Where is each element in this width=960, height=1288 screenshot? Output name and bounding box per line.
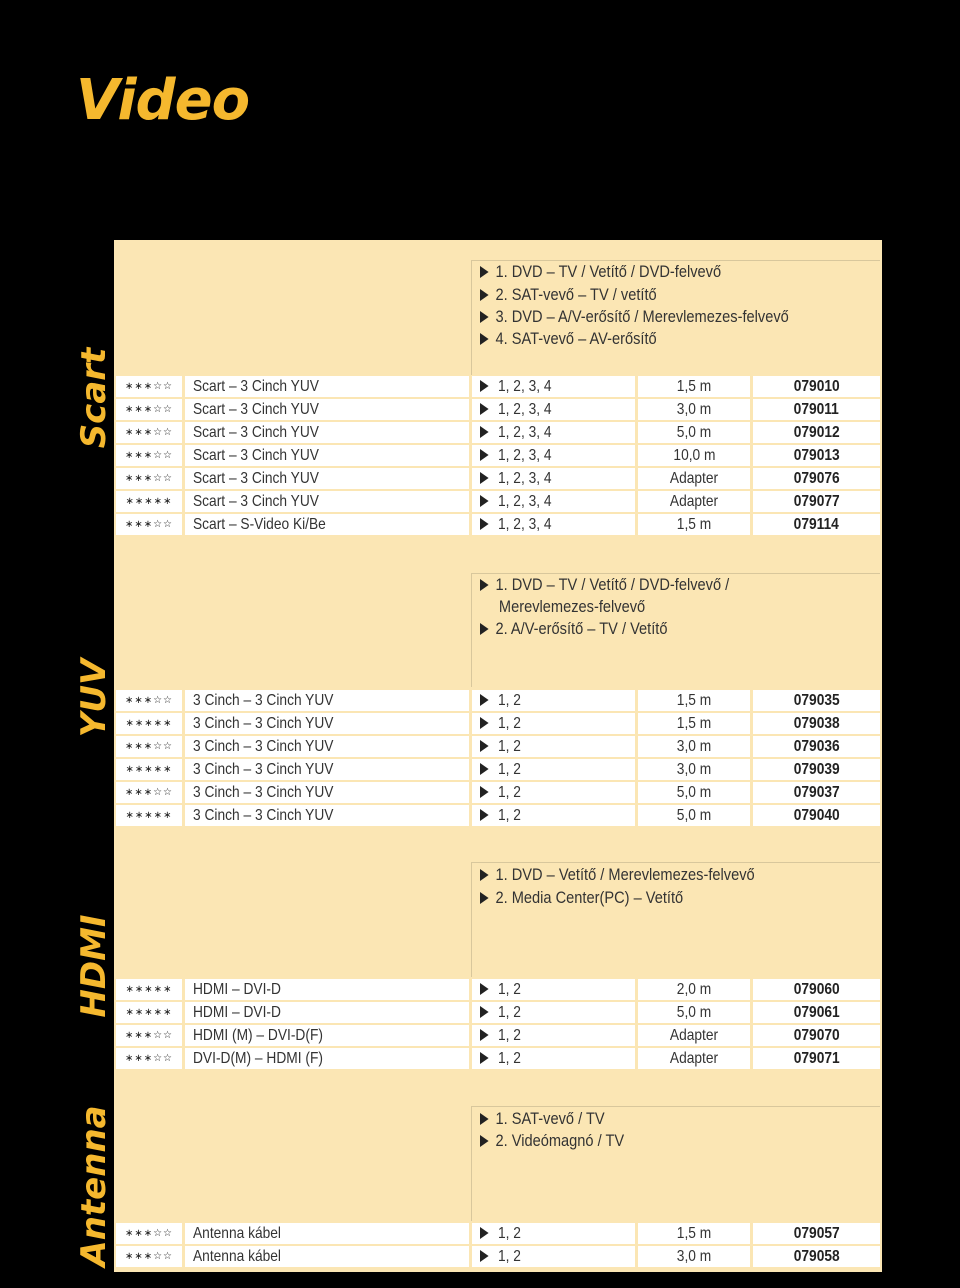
connection-cell xyxy=(472,445,635,466)
length-cell xyxy=(638,514,750,535)
cable-length: 10,0 m xyxy=(672,447,716,464)
product-name-cell xyxy=(185,422,469,443)
product-name: 3 Cinch – 3 Cinch YUV xyxy=(193,738,334,755)
table-row xyxy=(116,690,880,711)
article-number: 079036 xyxy=(793,738,840,755)
table-row xyxy=(116,1223,880,1244)
play-arrow-icon xyxy=(480,1052,489,1064)
product-name: 3 Cinch – 3 Cinch YUV xyxy=(193,692,334,709)
cable-length: 1,5 m xyxy=(676,1225,712,1242)
cable-length: Adapter xyxy=(669,493,719,510)
play-arrow-icon xyxy=(480,983,489,995)
article-number: 079010 xyxy=(793,378,840,395)
product-name: Scart – S-Video Ki/Be xyxy=(193,516,326,533)
usage-description-box xyxy=(471,573,880,687)
length-cell xyxy=(638,713,750,734)
length-cell xyxy=(638,491,750,512)
usage-description-box xyxy=(471,862,880,977)
usage-description-text: 1. DVD – TV / Vetítő / DVD-felvevő xyxy=(495,262,722,281)
connection-cell xyxy=(472,376,635,397)
usage-description-line xyxy=(480,307,789,327)
connection-cell xyxy=(472,1025,635,1046)
connection-cell xyxy=(472,1246,635,1267)
article-number-cell xyxy=(753,690,880,711)
connection-cell xyxy=(472,805,635,826)
usage-description-line xyxy=(480,597,645,617)
product-name-cell xyxy=(185,1246,469,1267)
product-name-cell xyxy=(185,1002,469,1023)
quality-rating: ∗∗∗∗∗ xyxy=(116,491,182,512)
length-cell xyxy=(638,1223,750,1244)
length-cell xyxy=(638,979,750,1000)
product-name-cell xyxy=(185,782,469,803)
product-name-cell xyxy=(185,1025,469,1046)
play-arrow-icon xyxy=(480,449,489,461)
connection-numbers: 1, 2, 3, 4 xyxy=(498,424,552,441)
play-arrow-icon xyxy=(480,1227,489,1239)
usage-description-line xyxy=(480,329,657,349)
play-arrow-icon xyxy=(480,869,489,881)
section-label-text: Antenna xyxy=(74,1105,114,1267)
play-arrow-icon xyxy=(480,809,489,821)
quality-rating: ∗∗∗☆☆ xyxy=(116,468,182,489)
table-row xyxy=(116,399,880,420)
article-number: 079012 xyxy=(793,424,840,441)
play-arrow-icon xyxy=(480,717,489,729)
product-name: Scart – 3 Cinch YUV xyxy=(193,424,319,441)
table-row xyxy=(116,759,880,780)
length-cell xyxy=(638,422,750,443)
connection-numbers: 1, 2 xyxy=(498,1004,521,1021)
table-row xyxy=(116,713,880,734)
product-name-cell xyxy=(185,690,469,711)
connection-cell xyxy=(472,713,635,734)
quality-rating: ∗∗∗☆☆ xyxy=(116,422,182,443)
article-number-cell xyxy=(753,805,880,826)
product-name: DVI-D(M) – HDMI (F) xyxy=(193,1050,323,1067)
length-cell xyxy=(638,690,750,711)
cable-length: Adapter xyxy=(669,470,719,487)
product-name-cell xyxy=(185,1048,469,1069)
connection-numbers: 1, 2 xyxy=(498,1225,521,1242)
table-row xyxy=(116,1048,880,1069)
article-number: 079060 xyxy=(793,981,840,998)
connection-numbers: 1, 2 xyxy=(498,1248,521,1265)
length-cell xyxy=(638,376,750,397)
connection-numbers: 1, 2, 3, 4 xyxy=(498,447,552,464)
usage-description-line xyxy=(480,285,657,305)
article-number-cell xyxy=(753,1048,880,1069)
usage-description-text: Merevlemezes-felvevő xyxy=(498,597,646,616)
product-name-cell xyxy=(185,979,469,1000)
table-row xyxy=(116,376,880,397)
usage-description-text: 2. Media Center(PC) – Vetítő xyxy=(495,888,684,907)
usage-description-text: 1. DVD – TV / Vetítő / DVD-felvevő / xyxy=(495,575,730,594)
table-row xyxy=(116,514,880,535)
article-number: 079038 xyxy=(793,715,840,732)
article-number-cell xyxy=(753,491,880,512)
article-number: 079057 xyxy=(793,1225,840,1242)
quality-rating: ∗∗∗∗∗ xyxy=(116,713,182,734)
connection-numbers: 1, 2 xyxy=(498,738,521,755)
play-arrow-icon xyxy=(480,403,489,415)
article-number-cell xyxy=(753,1025,880,1046)
usage-description-box xyxy=(471,260,880,375)
article-number: 079061 xyxy=(793,1004,840,1021)
product-name: Scart – 3 Cinch YUV xyxy=(193,493,319,510)
quality-rating: ∗∗∗☆☆ xyxy=(116,1223,182,1244)
article-number: 079039 xyxy=(793,761,840,778)
article-number: 079114 xyxy=(793,516,840,533)
product-name-cell xyxy=(185,1223,469,1244)
usage-description-text: 1. SAT-vevő / TV xyxy=(495,1109,605,1128)
connection-cell xyxy=(472,1048,635,1069)
article-number: 079071 xyxy=(793,1050,840,1067)
play-arrow-icon xyxy=(480,763,489,775)
play-arrow-icon xyxy=(480,518,489,530)
product-name-cell xyxy=(185,514,469,535)
quality-rating: ∗∗∗∗∗ xyxy=(116,759,182,780)
table-row xyxy=(116,805,880,826)
article-number-cell xyxy=(753,736,880,757)
article-number-cell xyxy=(753,1223,880,1244)
play-arrow-icon xyxy=(480,892,489,904)
connection-numbers: 1, 2, 3, 4 xyxy=(498,470,552,487)
article-number: 079040 xyxy=(793,807,840,824)
section-label-text: HDMI xyxy=(74,914,114,1018)
connection-cell xyxy=(472,491,635,512)
product-name-cell xyxy=(185,736,469,757)
connection-numbers: 1, 2 xyxy=(498,1050,521,1067)
article-number: 079070 xyxy=(793,1027,840,1044)
connection-cell xyxy=(472,468,635,489)
connection-cell xyxy=(472,979,635,1000)
usage-description-text: 1. DVD – Vetítő / Merevlemezes-felvevő xyxy=(495,865,755,884)
product-name: HDMI – DVI-D xyxy=(193,981,281,998)
product-name-cell xyxy=(185,491,469,512)
article-number: 079035 xyxy=(793,692,840,709)
length-cell xyxy=(638,736,750,757)
play-arrow-icon xyxy=(480,579,489,591)
cable-length: Adapter xyxy=(669,1027,719,1044)
connection-cell xyxy=(472,736,635,757)
article-number-cell xyxy=(753,376,880,397)
product-name: Scart – 3 Cinch YUV xyxy=(193,447,319,464)
play-arrow-icon xyxy=(480,1135,489,1147)
quality-rating: ∗∗∗☆☆ xyxy=(116,1025,182,1046)
connection-numbers: 1, 2 xyxy=(498,761,521,778)
play-arrow-icon xyxy=(480,740,489,752)
connection-numbers: 1, 2, 3, 4 xyxy=(498,378,552,395)
table-row xyxy=(116,1025,880,1046)
cable-length: 3,0 m xyxy=(676,401,712,418)
article-number-cell xyxy=(753,759,880,780)
article-number: 079076 xyxy=(793,470,840,487)
play-arrow-icon xyxy=(480,1029,489,1041)
connection-numbers: 1, 2 xyxy=(498,784,521,801)
table-row xyxy=(116,1246,880,1267)
quality-rating: ∗∗∗☆☆ xyxy=(116,445,182,466)
play-arrow-icon xyxy=(480,311,489,323)
cable-length: 3,0 m xyxy=(676,761,712,778)
play-arrow-icon xyxy=(480,786,489,798)
usage-description-text: 2. A/V-erősítő – TV / Vetítő xyxy=(495,619,668,638)
connection-numbers: 1, 2 xyxy=(498,981,521,998)
connection-cell xyxy=(472,1002,635,1023)
cable-length: 1,5 m xyxy=(676,715,712,732)
quality-rating: ∗∗∗☆☆ xyxy=(116,1246,182,1267)
product-name-cell xyxy=(185,805,469,826)
connection-numbers: 1, 2 xyxy=(498,1027,521,1044)
length-cell xyxy=(638,1002,750,1023)
usage-description-text: 4. SAT-vevő – AV-erősítő xyxy=(495,329,657,348)
quality-rating: ∗∗∗☆☆ xyxy=(116,399,182,420)
length-cell xyxy=(638,468,750,489)
connection-numbers: 1, 2, 3, 4 xyxy=(498,401,552,418)
table-row xyxy=(116,445,880,466)
connection-cell xyxy=(472,690,635,711)
table-row xyxy=(116,422,880,443)
cable-length: Adapter xyxy=(669,1050,719,1067)
cable-length: 5,0 m xyxy=(676,424,712,441)
quality-rating: ∗∗∗☆☆ xyxy=(116,1048,182,1069)
product-name: Scart – 3 Cinch YUV xyxy=(193,470,319,487)
cable-length: 1,5 m xyxy=(676,378,712,395)
play-arrow-icon xyxy=(480,495,489,507)
usage-description-line xyxy=(480,262,721,282)
product-name: 3 Cinch – 3 Cinch YUV xyxy=(193,761,334,778)
play-arrow-icon xyxy=(480,266,489,278)
length-cell xyxy=(638,759,750,780)
article-number-cell xyxy=(753,979,880,1000)
product-name: HDMI (M) – DVI-D(F) xyxy=(193,1027,323,1044)
length-cell xyxy=(638,805,750,826)
play-arrow-icon xyxy=(480,1250,489,1262)
play-arrow-icon xyxy=(480,623,489,635)
quality-rating: ∗∗∗∗∗ xyxy=(116,979,182,1000)
length-cell xyxy=(638,1246,750,1267)
cable-length: 5,0 m xyxy=(676,807,712,824)
product-name-cell xyxy=(185,713,469,734)
quality-rating: ∗∗∗☆☆ xyxy=(116,690,182,711)
product-name: Scart – 3 Cinch YUV xyxy=(193,401,319,418)
article-number-cell xyxy=(753,468,880,489)
length-cell xyxy=(638,782,750,803)
cable-length: 5,0 m xyxy=(676,1004,712,1021)
section-label-text: YUV xyxy=(74,658,114,738)
play-arrow-icon xyxy=(480,472,489,484)
product-name-cell xyxy=(185,468,469,489)
page-title: Video xyxy=(76,68,250,133)
connection-cell xyxy=(472,782,635,803)
connection-numbers: 1, 2, 3, 4 xyxy=(498,516,552,533)
connection-numbers: 1, 2 xyxy=(498,807,521,824)
play-arrow-icon xyxy=(480,1113,489,1125)
quality-rating: ∗∗∗☆☆ xyxy=(116,782,182,803)
article-number-cell xyxy=(753,1002,880,1023)
product-name: 3 Cinch – 3 Cinch YUV xyxy=(193,807,334,824)
product-name: 3 Cinch – 3 Cinch YUV xyxy=(193,784,334,801)
connection-cell xyxy=(472,759,635,780)
cable-length: 2,0 m xyxy=(676,981,712,998)
article-number: 079058 xyxy=(793,1248,840,1265)
play-arrow-icon xyxy=(480,1006,489,1018)
quality-rating: ∗∗∗∗∗ xyxy=(116,805,182,826)
article-number: 079037 xyxy=(793,784,840,801)
usage-description-line xyxy=(480,1109,605,1129)
usage-description-line xyxy=(480,888,683,908)
article-number: 079011 xyxy=(793,401,840,418)
cable-length: 3,0 m xyxy=(676,738,712,755)
section-label-text: Scart xyxy=(74,347,114,449)
table-row xyxy=(116,736,880,757)
quality-rating: ∗∗∗∗∗ xyxy=(116,1002,182,1023)
connection-numbers: 1, 2 xyxy=(498,692,521,709)
play-arrow-icon xyxy=(480,694,489,706)
table-row xyxy=(116,491,880,512)
length-cell xyxy=(638,1025,750,1046)
article-number-cell xyxy=(753,399,880,420)
connection-cell xyxy=(472,399,635,420)
article-number-cell xyxy=(753,445,880,466)
cable-length: 5,0 m xyxy=(676,784,712,801)
length-cell xyxy=(638,399,750,420)
connection-cell xyxy=(472,1223,635,1244)
product-name-cell xyxy=(185,376,469,397)
product-name: Antenna kábel xyxy=(193,1248,281,1265)
table-row xyxy=(116,782,880,803)
article-number-cell xyxy=(753,782,880,803)
cable-length: 1,5 m xyxy=(676,516,712,533)
article-number: 079077 xyxy=(793,493,840,510)
product-name: Antenna kábel xyxy=(193,1225,281,1242)
usage-description-line xyxy=(480,619,668,639)
product-name: HDMI – DVI-D xyxy=(193,1004,281,1021)
product-name: Scart – 3 Cinch YUV xyxy=(193,378,319,395)
cable-length: 1,5 m xyxy=(676,692,712,709)
article-number-cell xyxy=(753,514,880,535)
connection-numbers: 1, 2 xyxy=(498,715,521,732)
article-number: 079013 xyxy=(793,447,840,464)
article-number-cell xyxy=(753,1246,880,1267)
play-arrow-icon xyxy=(480,289,489,301)
product-name-cell xyxy=(185,399,469,420)
usage-description-line xyxy=(480,1131,624,1151)
usage-description-box xyxy=(471,1106,880,1221)
connection-cell xyxy=(472,514,635,535)
usage-description-text: 2. SAT-vevő – TV / vetítő xyxy=(495,285,657,304)
quality-rating: ∗∗∗☆☆ xyxy=(116,736,182,757)
usage-description-text: 3. DVD – A/V-erősítő / Merevlemezes-felvevő xyxy=(495,307,789,326)
length-cell xyxy=(638,1048,750,1069)
play-arrow-icon xyxy=(480,333,489,345)
usage-description-line xyxy=(480,575,729,595)
product-name: 3 Cinch – 3 Cinch YUV xyxy=(193,715,334,732)
connection-numbers: 1, 2, 3, 4 xyxy=(498,493,552,510)
play-arrow-icon xyxy=(480,426,489,438)
usage-description-line xyxy=(480,865,755,885)
product-name-cell xyxy=(185,445,469,466)
usage-description-text: 2. Videómagnó / TV xyxy=(495,1131,625,1150)
article-number-cell xyxy=(753,422,880,443)
table-row xyxy=(116,1002,880,1023)
cable-length: 3,0 m xyxy=(676,1248,712,1265)
quality-rating: ∗∗∗☆☆ xyxy=(116,514,182,535)
product-name-cell xyxy=(185,759,469,780)
quality-rating: ∗∗∗☆☆ xyxy=(116,376,182,397)
table-row xyxy=(116,468,880,489)
connection-cell xyxy=(472,422,635,443)
play-arrow-icon xyxy=(480,380,489,392)
table-row xyxy=(116,979,880,1000)
article-number-cell xyxy=(753,713,880,734)
length-cell xyxy=(638,445,750,466)
